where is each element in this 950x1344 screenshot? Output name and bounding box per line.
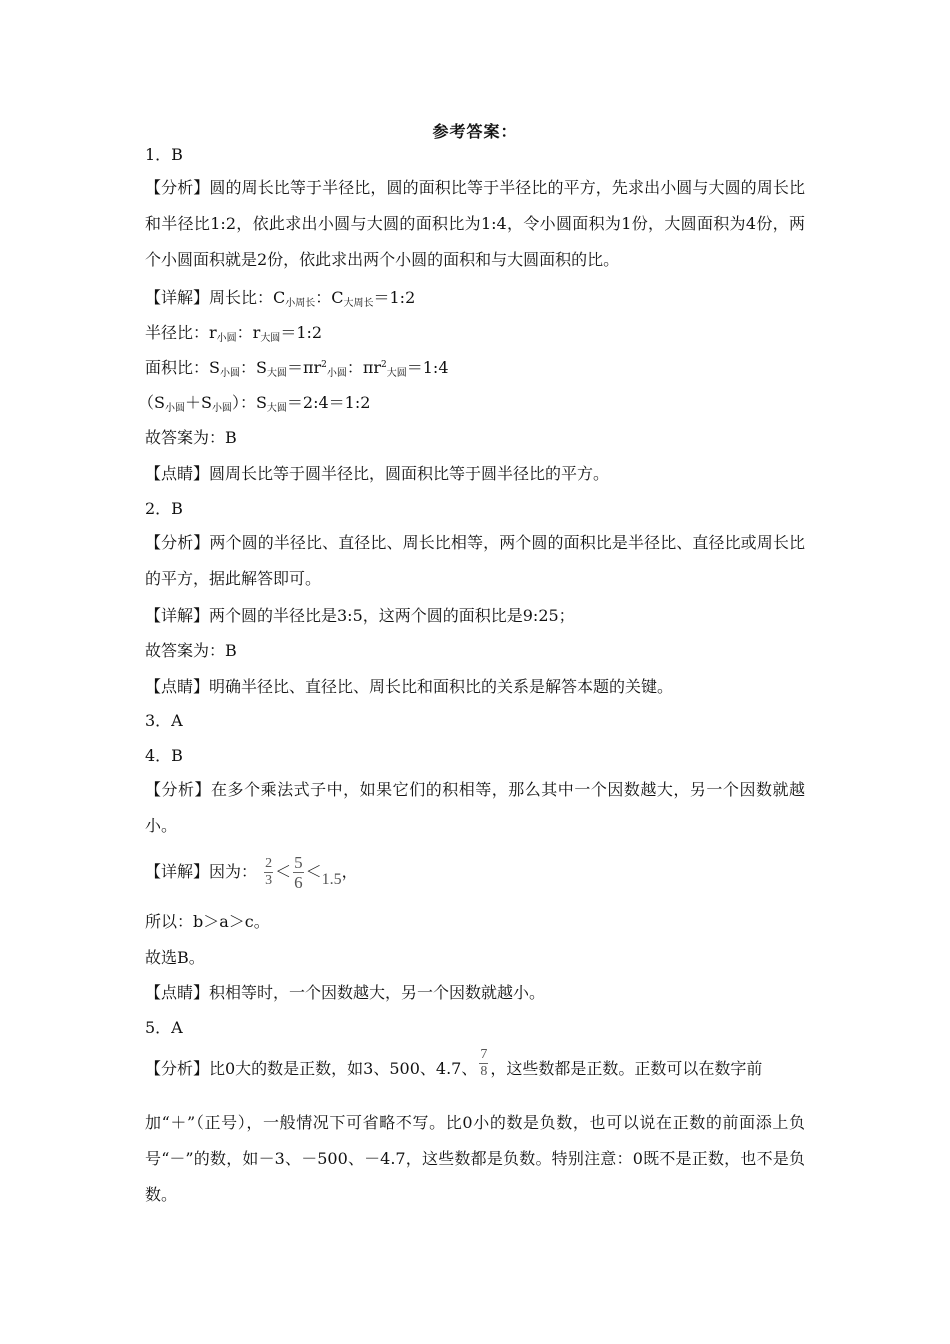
q1-detail-radius: 半径比：r小圆：r大圆＝1:2 xyxy=(145,323,323,344)
q1-analysis: 【分析】圆的周长比等于半径比，圆的面积比等于半径比的平方，先求出小圆与大圆的周长比和半径比1:2，依此求出小圆与大圆的面积比为1:4，令小圆面积为1份，大圆面积为4份，两个小圆面积就是2份，依此求出两个小圆的面积和与大圆面积的比。 xyxy=(145,178,805,269)
q1-detail-area: 面积比：S小圆：S大圆$=\pi r^2$小圆：$\pi r^2$大圆＝1:4 xyxy=(145,358,449,379)
fraction-five-sixths: $\frac{5}{6}$ xyxy=(294,853,303,892)
q5-analysis-first-line: 【分析】比0大的数是正数，如3、500、4.7、 $\frac{7}{8}$ ，这些数都是正数。正数可以在数字前 xyxy=(145,1047,763,1079)
q3-answer: 3．A xyxy=(145,711,183,730)
q4-conclusion: 故选B。 xyxy=(145,948,205,967)
q4-so: 所以：b＞a＞c。 xyxy=(145,912,270,931)
q2-conclusion: 故答案为：B xyxy=(145,641,237,660)
q1-tip: 【点睛】圆周长比等于圆半径比，圆面积比等于圆半径比的平方。 xyxy=(145,464,610,483)
fraction-seven-eighths: $\frac{7}{8}$ xyxy=(480,1047,488,1079)
q4-tip: 【点睛】积相等时，一个因数越大，另一个因数就越小。 xyxy=(145,983,546,1002)
q2-analysis: 【分析】两个圆的半径比、直径比、周长比相等，两个圆的面积比是半径比、直径比或周长比的平方，据此解答即可。 xyxy=(145,533,805,588)
q5-answer: 5．A xyxy=(145,1018,183,1037)
q2-tip: 【点睛】明确半径比、直径比、周长比和面积比的关系是解答本题的关键。 xyxy=(145,677,674,696)
fraction-two-thirds: $\frac{2}{3}$ xyxy=(265,856,273,888)
q1-detail-circumference: 【详解】周长比：C小周长：C大周长＝1:2 xyxy=(145,288,416,309)
q2-detail: 【详解】两个圆的半径比是3:5，这两个圆的面积比是9:25； xyxy=(145,606,575,625)
q5-analysis-rest: 加“＋”（正号），一般情况下可省略不写。比0小的数是负数，也可以说在正数的前面添上负号“－”的数，如－3、－500、－4.7，这些数都是负数。特别注意：0既不是正数，也不是负数。 xyxy=(145,1113,805,1204)
q4-answer: 4．B xyxy=(145,746,183,765)
q4-detail: 【详解】因为： $\frac{2}{3}$ ＜ $\frac{5}{6}$ ＜1.5， xyxy=(145,853,358,892)
q1-answer: 1．B xyxy=(145,145,183,164)
q1-detail-sum: （S小圆＋S小圆）：S大圆＝2:4＝1:2 xyxy=(138,393,371,414)
q1-conclusion: 故答案为：B xyxy=(145,428,237,447)
page-title: 参考答案： xyxy=(432,122,518,141)
q4-analysis: 【分析】在多个乘法式子中，如果它们的积相等，那么其中一个因数越大，另一个因数就越小。 xyxy=(145,780,805,835)
q2-answer: 2．B xyxy=(145,499,183,518)
